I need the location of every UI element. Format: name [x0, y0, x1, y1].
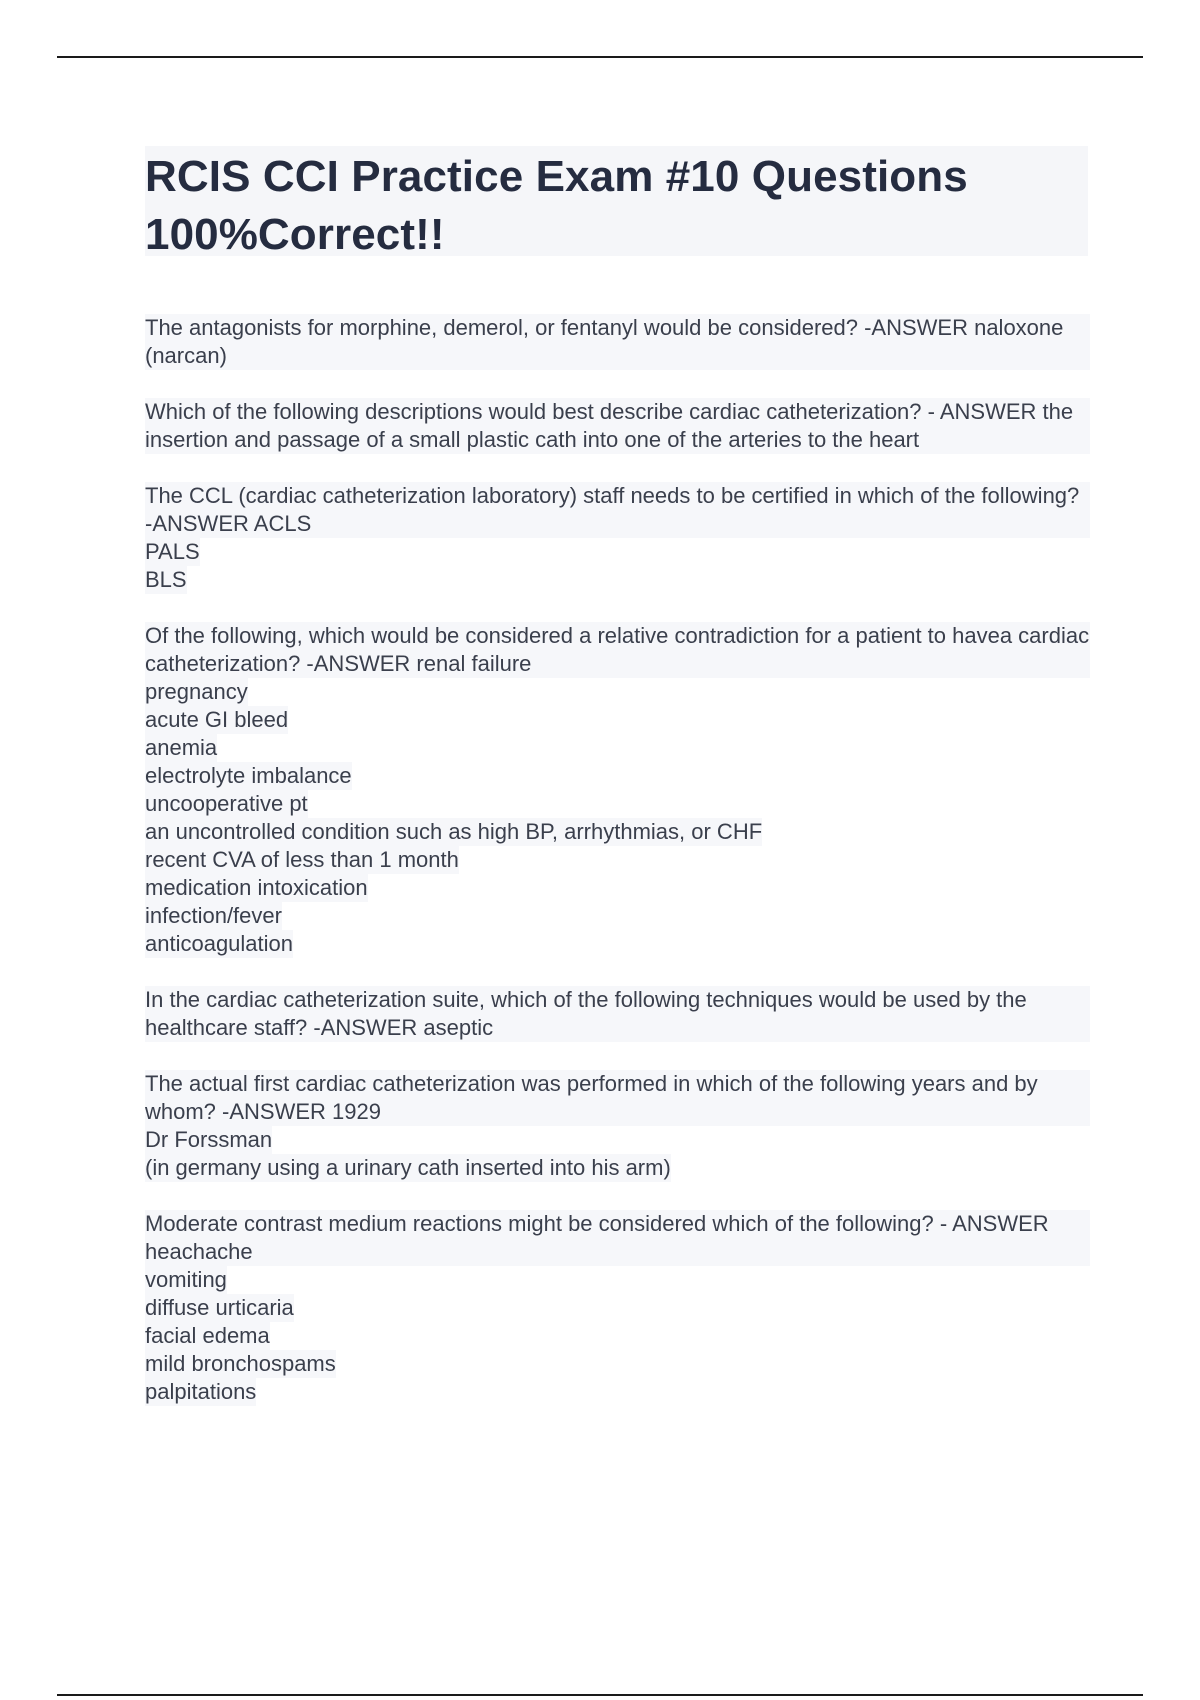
- question-text: The antagonists for morphine, demerol, or fentanyl would be considered? -ANSWER naloxone (narcan): [145, 314, 1090, 370]
- answer-line: infection/fever: [145, 903, 282, 928]
- qa-item: [145, 1210, 1105, 1406]
- answer-line: facial edema: [145, 1323, 270, 1348]
- qa-item: [145, 1070, 1105, 1182]
- question-text: Which of the following descriptions would best describe cardiac catheterization? - ANSWER the insertion and passage of a small plastic cath into one of the arteries to the heart: [145, 398, 1090, 454]
- qa-item: [145, 314, 1105, 370]
- question-text: The CCL (cardiac catheterization laboratory) staff needs to be certified in which of the following? -ANSWER ACLS: [145, 482, 1090, 538]
- answer-line: anticoagulation: [145, 931, 294, 956]
- document-title: RCIS CCI Practice Exam #10 Questions 100%Correct!!: [145, 152, 968, 259]
- title-block: [145, 146, 1088, 259]
- answer-line: diffuse urticaria: [145, 1295, 294, 1320]
- question-text: Moderate contrast medium reactions might be considered which of the following? - ANSWER heachache: [145, 1210, 1090, 1266]
- answer-line: anemia: [145, 735, 218, 760]
- answer-list: [145, 678, 1105, 958]
- qa-item: [145, 398, 1105, 454]
- answer-line: pregnancy: [145, 679, 248, 704]
- document-body: [145, 314, 1105, 1434]
- question-text: In the cardiac catheterization suite, which of the following techniques would be used by the healthcare staff? -ANSWER aseptic: [145, 986, 1090, 1042]
- answer-line: recent CVA of less than 1 month: [145, 847, 459, 872]
- answer-line: medication intoxication: [145, 875, 368, 900]
- qa-item: [145, 482, 1105, 594]
- bottom-rule: [57, 1694, 1143, 1696]
- answer-line: Dr Forssman: [145, 1127, 273, 1152]
- answer-line: mild bronchospams: [145, 1351, 336, 1376]
- answer-list: [145, 1266, 1105, 1406]
- question-text: Of the following, which would be considered a relative contradiction for a patient to havea cardiac catheterization? -ANSWER renal failure: [145, 623, 1090, 676]
- answer-list: [145, 1126, 1105, 1182]
- answer-line: uncooperative pt: [145, 791, 308, 816]
- answer-line: vomiting: [145, 1267, 227, 1292]
- answer-line: electrolyte imbalance: [145, 763, 352, 788]
- qa-item: [145, 622, 1105, 958]
- answer-line: acute GI bleed: [145, 707, 289, 732]
- answer-list: [145, 538, 1105, 594]
- answer-line: palpitations: [145, 1379, 257, 1404]
- answer-line: an uncontrolled condition such as high BP, arrhythmias, or CHF: [145, 819, 763, 844]
- question-text: The actual first cardiac catheterization was performed in which of the following years and by whom? -ANSWER 1929: [145, 1070, 1090, 1126]
- answer-line: BLS: [145, 567, 187, 592]
- answer-line: PALS: [145, 539, 200, 564]
- answer-line: (in germany using a urinary cath inserted into his arm): [145, 1155, 671, 1180]
- top-rule: [57, 56, 1143, 58]
- qa-item: [145, 986, 1105, 1042]
